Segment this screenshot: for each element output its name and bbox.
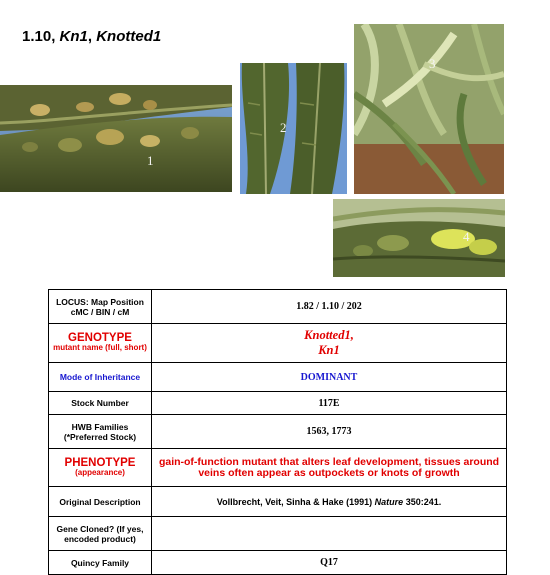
photo-1-leaf-knots <box>0 85 232 192</box>
phenotype-sublabel: (appearance) <box>75 467 125 477</box>
phenotype-label: PHENOTYPE <box>64 456 136 469</box>
photo-2-leaf-blades <box>240 63 347 194</box>
inheritance-label: Mode of Inheritance <box>49 363 152 392</box>
locus-info-table <box>48 289 507 575</box>
quincy-label: Quincy Family <box>49 551 152 575</box>
genotype-value-full: Knotted1, <box>304 328 354 342</box>
stock-value: 117E <box>152 392 507 415</box>
description-journal: Nature <box>374 496 404 507</box>
table-row-genotype <box>49 324 507 363</box>
photo-1-number: 1 <box>147 153 154 168</box>
genotype-sublabel: mutant name (full, short) <box>53 343 147 352</box>
inheritance-value: DOMINANT <box>152 363 507 392</box>
gene-cloned-value <box>152 517 507 551</box>
gene-full-name: Knotted1 <box>96 28 162 45</box>
gene-cloned-label: Gene Cloned? (If yes, encoded product) <box>49 517 152 551</box>
table-row-description <box>49 487 507 517</box>
phenotype-value: gain-of-function mutant that alters leaf development, tissues around veins often appear as outpockets or knots of growth <box>152 449 507 487</box>
table-row-inheritance <box>49 363 507 392</box>
photo-3-number: 3 <box>429 56 436 71</box>
locus-value: 1.82 / 1.10 / 202 <box>152 290 507 324</box>
phenotype-label-cell <box>49 449 152 487</box>
photo-2-number: 2 <box>280 120 287 135</box>
gene-short-name: Kn1 <box>59 28 88 45</box>
genotype-label-cell <box>49 324 152 363</box>
table-row-hwb <box>49 415 507 449</box>
hwb-label: HWB Families (*Preferred Stock) <box>49 415 152 449</box>
table-row-phenotype <box>49 449 507 487</box>
description-value-cell <box>152 487 507 517</box>
description-label: Original Description <box>49 487 152 517</box>
hwb-value: 1563, 1773 <box>152 415 507 449</box>
table-row-locus <box>49 290 507 324</box>
locus-label: LOCUS: Map Position cMC / BIN / cM <box>49 290 152 324</box>
description-reference: 350:241. <box>403 496 442 507</box>
figure-number: 1.10, <box>22 28 60 45</box>
genotype-label: GENOTYPE <box>68 332 132 344</box>
photo-4-number: 4 <box>463 229 470 244</box>
title-separator: , <box>87 28 97 45</box>
description-authors: Vollbrecht, Veit, Sinha & Hake (1991) <box>216 496 375 507</box>
photo-3-corn-field <box>354 24 504 194</box>
stock-label: Stock Number <box>49 392 152 415</box>
genotype-value-short: Kn1 <box>318 343 340 357</box>
genotype-value-cell <box>152 324 507 363</box>
page-title <box>22 28 161 45</box>
table-row-gene-cloned <box>49 517 507 551</box>
table-row-quincy <box>49 551 507 575</box>
photo-4-knot-closeup <box>333 199 505 277</box>
quincy-value: Q17 <box>152 551 507 575</box>
table-row-stock <box>49 392 507 415</box>
